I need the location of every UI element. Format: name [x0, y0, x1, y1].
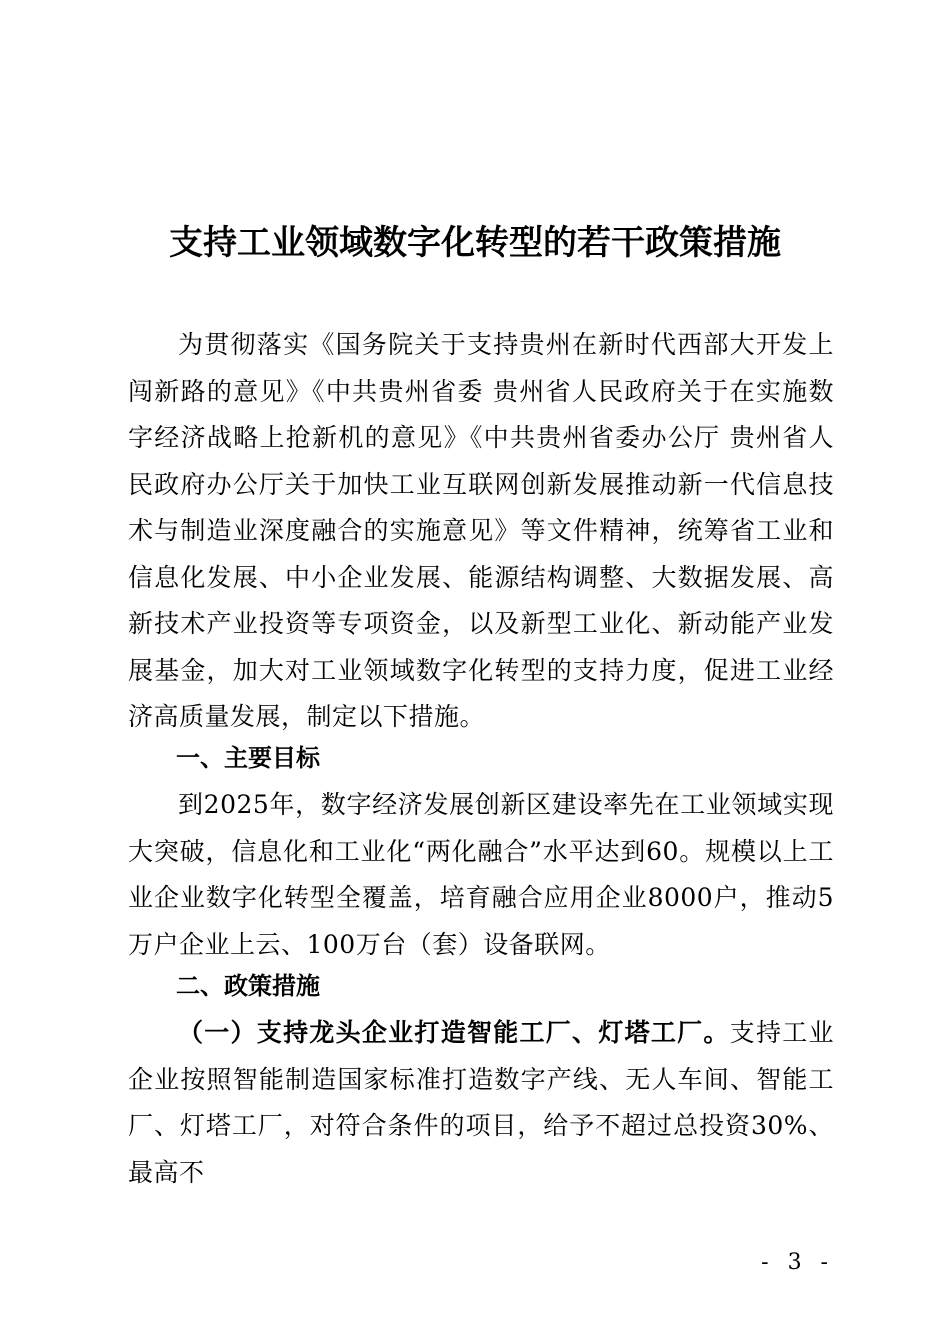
main-goals-paragraph: 到2025年，数字经济发展创新区建设率先在工业领域实现大突破，信息化和工业化“两化融合”水平达到60。规模以上工业企业数字化转型全覆盖，培育融合应用企业8000户，推动5万户企业上云、100万台（套）设备联网。: [128, 790, 834, 959]
document-title: 支持工业领域数字化转型的若干政策措施: [169, 223, 781, 263]
page-number: - 3 -: [761, 1250, 834, 1275]
policy-measure-item-1-text: 支持工业企业按照智能制造国家标准打造数字产线、无人车间、智能工厂、灯塔工厂，对符合条件的项目，给予不超过总投资30%、最高不: [128, 1018, 834, 1187]
section-heading-main-goals: 一、主要目标: [176, 744, 320, 772]
policy-measure-item-1: [128, 1010, 834, 1196]
intro-paragraph: 为贯彻落实《国务院关于支持贵州在新时代西部大开发上闯新路的意见》《中共贵州省委 贵州省人民政府关于在实施数字经济战略上抢新机的意见》《中共贵州省委办公厅 贵州省人民政府办公厅关于加快工业互联网创新发展推动新一代信息技术与制造业深度融合的实施意见》等文件精神，统筹省工业和信息化发展、中小企业发展、能源结构调整、大数据发展、高新技术产业投资等专项资金，以及新型工业化、新动能产业发展基金，加大对工业领域数字化转型的支持力度，促进工业经济高质量发展，制定以下措施。: [128, 330, 834, 731]
policy-measure-item-1-title: （一）支持龙头企业打造智能工厂、灯塔工厂。: [178, 1018, 730, 1047]
section-heading-policy-measures: 二、政策措施: [176, 972, 320, 1000]
